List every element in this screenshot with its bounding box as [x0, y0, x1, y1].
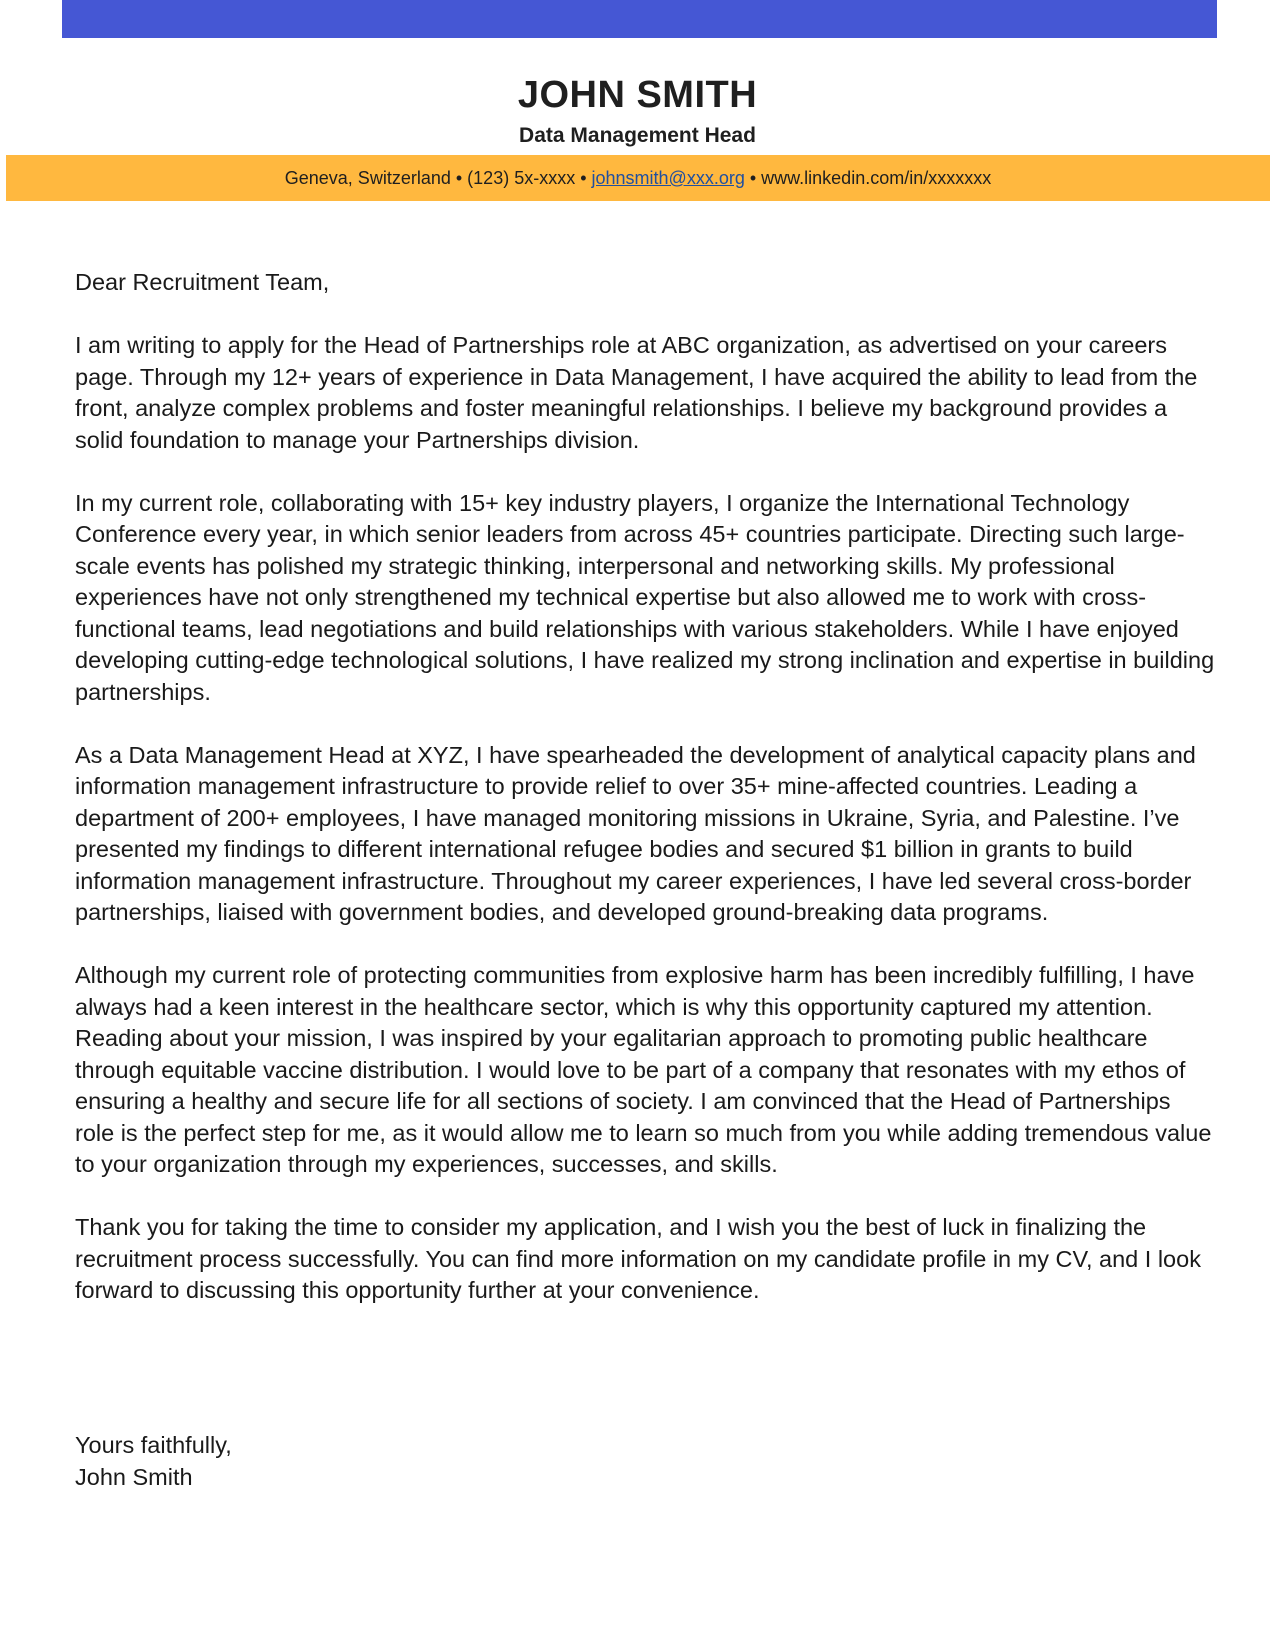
contact-linkedin: www.linkedin.com/in/xxxxxxx [761, 168, 992, 188]
letter-body [75, 267, 1215, 1338]
contact-location: Geneva, Switzerland [284, 168, 451, 188]
contact-email-link[interactable]: johnsmith@xxx.org [591, 168, 745, 188]
letter-closing: Yours faithfully, [75, 1432, 232, 1458]
letter-salutation: Dear Recruitment Team, [75, 269, 330, 295]
candidate-title: Data Management Head [519, 124, 756, 147]
letter-paragraph: Thank you for taking the time to consider my application, and I wish you the best of luck in finalizing the recruitment process successfully. You can find more information on my candidate profile in my CV, and I look forward to discussing this opportunity further at your convenience. [75, 1214, 1201, 1303]
letter-paragraph: Although my current role of protecting communities from explosive harm has been incredibly fulfilling, I have always had a keen interest in the healthcare sector, which is why this opportunity captured my attention. Reading about your mission, I was inspired by your egalitarian approach to promoting public healthcare through equitable vaccine distribution. I would love to be part of a company that resonates with my ethos of ensuring a healthy and secure life for all sections of society. I am convinced that the Head of Partnerships role is the perfect step for me, as it would allow me to learn so much from you while adding tremendous value to your organization through my experiences, successes, and skills. [75, 962, 1212, 1177]
letter-paragraph: I am writing to apply for the Head of Partnerships role at ABC organization, as advertised on your careers page. Through my 12+ years of experience in Data Management, I have acquired the ability to lead from the front, analyze complex problems and foster meaningful relationships. I believe my background provides a solid foundation to manage your Partnerships division. [75, 332, 1198, 453]
letter-signature: John Smith [75, 1463, 193, 1490]
contact-bar [6, 155, 1270, 201]
contact-separator: • [744, 168, 762, 188]
contact-separator: • [450, 168, 468, 188]
contact-separator: • [575, 168, 592, 188]
letter-closing-block [75, 1430, 232, 1493]
letter-paragraph: In my current role, collaborating with 15+ key industry players, I organize the International Technology Conference every year, in which senior leaders from across 45+ countries participate. Directing such large-scale events has polished my strategic thinking, interpersonal and networking skills. My professional experiences have not only strengthened my technical expertise but also allowed me to work with cross-functional teams, lead negotiations and build relationships with various stakeholders. While I have enjoyed developing cutting-edge technological solutions, I have realized my strong inclination and expertise in building partnerships. [75, 489, 1215, 705]
letter-paragraph: As a Data Management Head at XYZ, I have spearheaded the development of analytical capacity plans and information management infrastructure to provide relief to over 35+ mine-affected countries. Leading a department of 200+ employees, I have managed monitoring missions in Ukraine, Syria, and Palestine. I’ve presented my findings to different international refugee bodies and secured $1 billion in grants to build information management infrastructure. Throughout my career experiences, I have led several cross-border partnerships, liaised with government bodies, and developed ground-breaking data programs. [75, 741, 1196, 925]
contact-phone: (123) 5x-xxxx [467, 168, 576, 188]
top-accent-bar [62, 0, 1217, 38]
candidate-name: JOHN SMITH [517, 74, 758, 116]
